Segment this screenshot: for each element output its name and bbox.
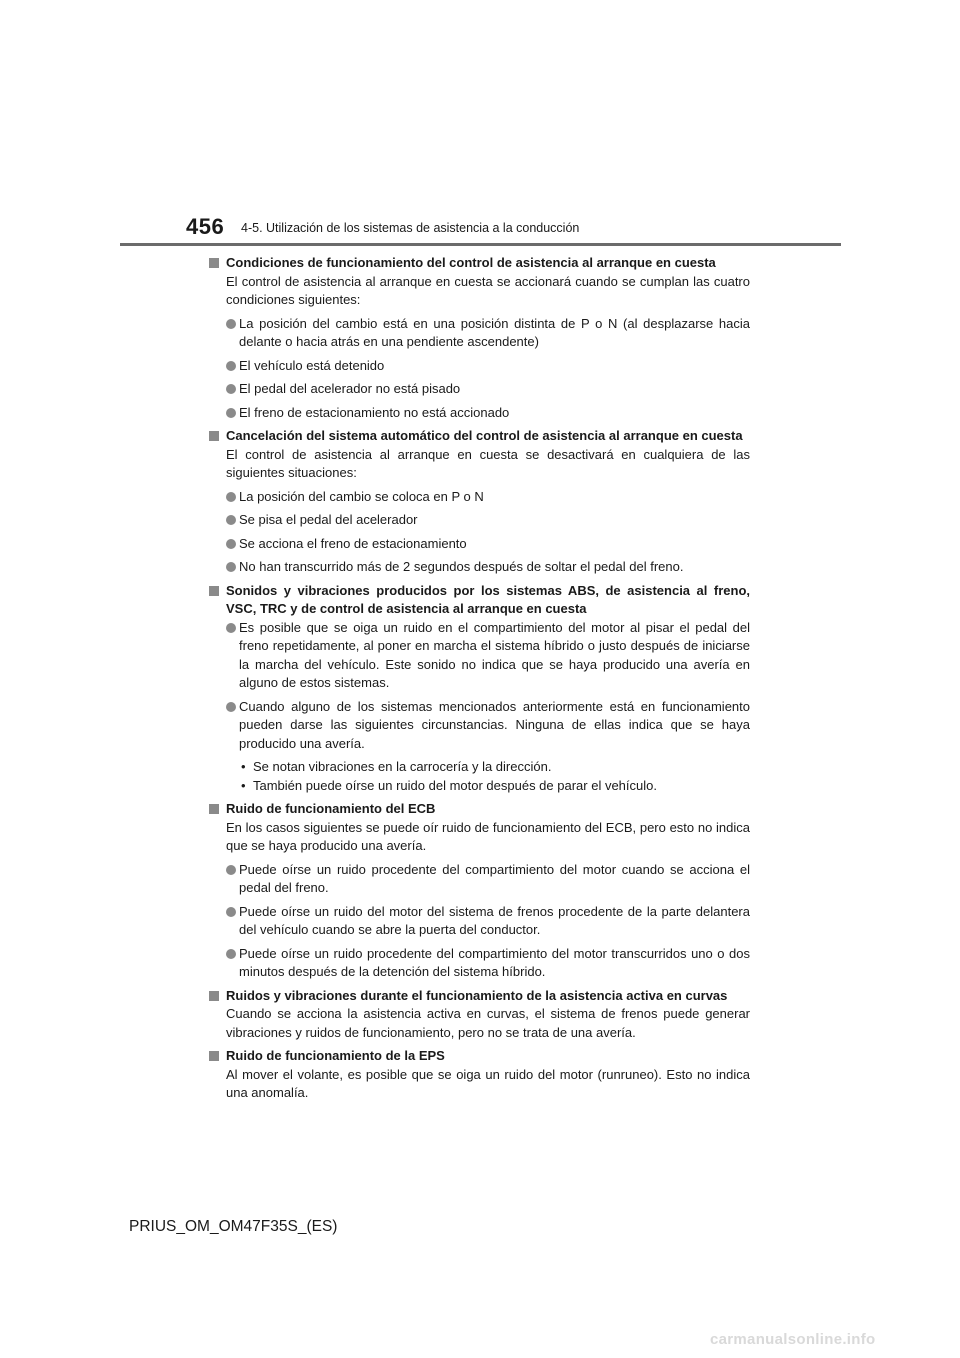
list-item: El pedal del acelerador no está pisado: [209, 380, 750, 399]
section-ecb-noise: [209, 800, 750, 982]
list-item: El freno de estacionamiento no está accionado: [209, 404, 750, 423]
list-item: Es posible que se oiga un ruido en el compartimiento del motor al pisar el pedal del freno repetidamente, al poner en marcha el sistema híbrido o justo después de iniciarse la marcha del vehículo. Este sonido no indica que se haya producido una avería en alguno de estos sistemas.: [209, 619, 750, 693]
circle-bullet-icon: [226, 319, 236, 329]
section-active-cornering-assist: [209, 987, 750, 1043]
list-item: La posición del cambio se coloca en P o N: [209, 488, 750, 507]
header-divider: [120, 243, 841, 246]
list-item: Puede oírse un ruido del motor del sistema de frenos procedente de la parte delantera del vehículo cuando se abre la puerta del conductor.: [209, 903, 750, 940]
circle-bullet-icon: [226, 623, 236, 633]
square-bullet-icon: [209, 804, 219, 814]
watermark: carmanualsonline.info: [710, 1331, 876, 1348]
section-text: En los casos siguientes se puede oír ruido de funcionamiento del ECB, pero esto no indica que se haya producido una avería.: [226, 819, 750, 853]
square-bullet-icon: [209, 586, 219, 596]
section-heading: Cancelación del sistema automático del control de asistencia al arranque en cuesta: [226, 428, 743, 443]
circle-bullet-icon: [226, 949, 236, 959]
circle-bullet-icon: [226, 702, 236, 712]
list-item: La posición del cambio está en una posición distinta de P o N (al desplazarse hacia delante o hacia atrás en una pendiente ascendente): [209, 315, 750, 352]
section-hill-start-cancellation: [209, 427, 750, 577]
section-hill-start-conditions: [209, 254, 750, 422]
document-code: PRIUS_OM_OM47F35S_(ES): [129, 1218, 338, 1235]
list-item: Se acciona el freno de estacionamiento: [209, 535, 750, 554]
circle-bullet-icon: [226, 361, 236, 371]
square-bullet-icon: [209, 991, 219, 1001]
square-bullet-icon: [209, 258, 219, 268]
section-heading: Sonidos y vibraciones producidos por los sistemas ABS, de asistencia al freno, VSC, TRC y de control de asistencia al arranque en cuesta: [226, 582, 750, 616]
page-number: 456: [186, 214, 225, 239]
section-text: Al mover el volante, es posible que se oiga un ruido del motor (runruneo). Esto no indica una anomalía.: [226, 1066, 750, 1100]
section-heading: Ruido de funcionamiento del ECB: [226, 801, 436, 816]
list-item: Puede oírse un ruido procedente del compartimiento del motor transcurridos uno o dos minutos después de la detención del sistema híbrido.: [209, 945, 750, 982]
circle-bullet-icon: [226, 515, 236, 525]
list-item: Se pisa el pedal del acelerador: [209, 511, 750, 530]
section-heading: Condiciones de funcionamiento del control de asistencia al arranque en cuesta: [226, 255, 716, 270]
section-text: El control de asistencia al arranque en cuesta se accionará cuando se cumplan las cuatro condiciones siguientes:: [226, 273, 750, 307]
section-sounds-vibrations: [209, 582, 750, 796]
square-bullet-icon: [209, 1051, 219, 1061]
circle-bullet-icon: [226, 408, 236, 418]
circle-bullet-icon: [226, 562, 236, 572]
section-title: 4-5. Utilización de los sistemas de asistencia a la conducción: [241, 221, 580, 235]
list-item: El vehículo está detenido: [209, 357, 750, 376]
circle-bullet-icon: [226, 865, 236, 875]
list-item: Puede oírse un ruido procedente del compartimiento del motor cuando se acciona el pedal del freno.: [209, 861, 750, 898]
list-item: No han transcurrido más de 2 segundos después de soltar el pedal del freno.: [209, 558, 750, 577]
circle-bullet-icon: [226, 539, 236, 549]
page-content: [209, 254, 750, 1108]
sub-list-item: • También puede oírse un ruido del motor después de parar el vehículo.: [241, 777, 657, 793]
circle-bullet-icon: [226, 384, 236, 394]
square-bullet-icon: [209, 431, 219, 441]
section-heading: Ruido de funcionamiento de la EPS: [226, 1048, 445, 1063]
section-text: El control de asistencia al arranque en cuesta se desactivará en cualquiera de las siguientes situaciones:: [226, 446, 750, 480]
sub-list-item: • Se notan vibraciones en la carrocería y la dirección.: [241, 759, 552, 774]
circle-bullet-icon: [226, 907, 236, 917]
list-item: Cuando alguno de los sistemas mencionados anteriormente está en funcionamiento pueden darse las siguientes circunstancias. Ninguna de ellas indica que se haya producido una avería.: [209, 698, 750, 754]
circle-bullet-icon: [226, 492, 236, 502]
section-text: Cuando se acciona la asistencia activa en curvas, el sistema de frenos puede generar vibraciones y ruidos de funcionamiento, pero no se trata de una avería.: [226, 1006, 750, 1040]
section-eps-noise: [209, 1047, 750, 1103]
section-heading: Ruidos y vibraciones durante el funcionamiento de la asistencia activa en curvas: [226, 987, 728, 1003]
